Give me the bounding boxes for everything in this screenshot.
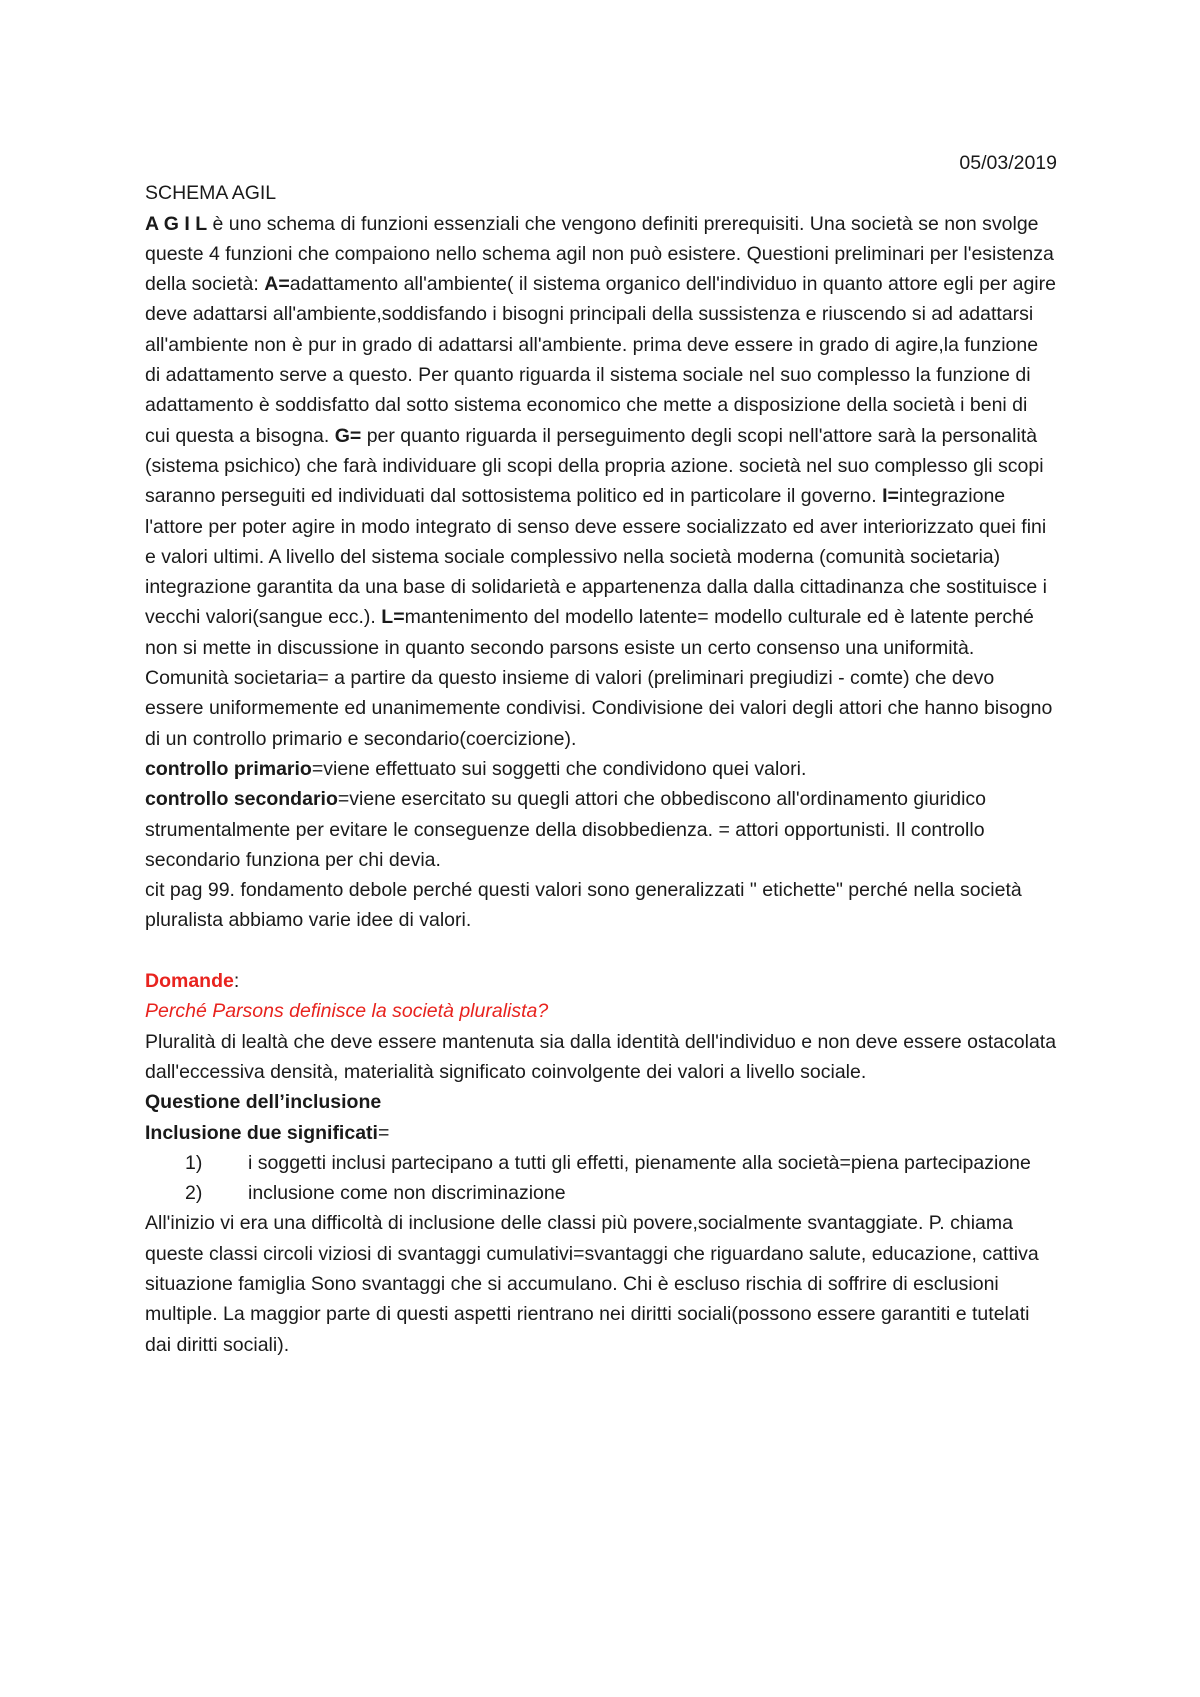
inclusione-sub-eq: = <box>377 1121 390 1144</box>
inclusione-closing: All'inizio vi era una difficoltà di inclusione delle classi più povere,socialmente svantaggiate. P. chiama queste classi circoli viziosi di svantaggi cumulativi=svantaggi che riguardano salute, educazione, cattiva situazione famiglia Sono svantaggi che si accumulano. Chi è escluso rischia di soffrire di esclusioni multiple. La maggior parte di questi aspetti rientrano nei diritti sociali(possono essere garantiti e tutelati dai diritti sociali). <box>145 1212 1039 1356</box>
controllo-secondario-paragraph <box>145 784 1057 875</box>
domande-answer: Pluralità di lealtà che deve essere mantenuta sia dalla identità dell'individuo e non deve essere ostacolata dall'eccessiva densità, materialità significato coinvolgente dei valori a livello sociale. <box>145 1030 1057 1083</box>
agil-text-2: adattamento all'ambiente( il sistema organico dell'individuo in quanto attore egli per agire deve adattarsi all'ambiente,soddisfando i bisogni principali della sussistenza e riuscendo si ad adattarsi all'ambiente non è pur in grado di adattarsi all'ambiente. prima deve essere in grado di agire,la funzione di adattamento serve a questo. Per quanto riguarda il sistema sociale nel suo complesso la funzione di adattamento è soddisfatto dal sotto sistema economico che mette a disposizione della società i beni di cui questa a bisogna. <box>145 273 1056 447</box>
inclusione-heading: Questione dell’inclusione <box>145 1091 382 1114</box>
domande-question: Perché Parsons definisce la società pluralista? <box>145 1000 549 1023</box>
controllo-primario-text: =viene effettuato sui soggetti che condividono quei valori. <box>311 757 807 780</box>
agil-paragraph <box>145 209 1057 754</box>
agil-text-5: mantenimento del modello latente= modello culturale ed è latente perché non si mette in discussione in quanto secondo parsons esiste un certo consenso una uniformità. Comunità societaria= a partire da questo insieme di valori (preliminari pregiudizi - comte) che devo essere uniformemente ed unanimemente condivisi. Condivisione dei valori degli attori che hanno bisogno di un controllo primario e secondario(coercizione). <box>145 606 1053 750</box>
inclusione-list <box>145 1148 1057 1209</box>
domande-colon: : <box>233 970 240 993</box>
document-page <box>145 148 1057 1360</box>
blank-line <box>145 936 1057 966</box>
list-item-number: 1) <box>185 1151 203 1174</box>
agil-text-4: integrazione l'attore per poter agire in modo integrato di senso deve essere socializzato ed aver interiorizzato quei fini e valori ultimi. A livello del sistema sociale complessivo nella società moderna (comunità societaria) integrazione garantita da una base di solidarietà e appartenenza dalla dalla cittadinanza che sostituisce i vecchi valori(sangue ecc.). <box>145 485 1047 629</box>
inclusione-subheading <box>145 1118 1057 1148</box>
controllo-primario-paragraph <box>145 754 1057 784</box>
controllo-primario-label: controllo primario <box>145 757 312 780</box>
document-date: 05/03/2019 <box>959 152 1057 174</box>
l-label: L= <box>381 606 405 629</box>
g-label: G= <box>334 424 362 447</box>
list-item <box>145 1178 1057 1208</box>
controllo-secondario-text: =viene esercitato su quegli attori che obbediscono all'ordinamento giuridico strumentalmente per evitare le conseguenze della disobbedienza. = attori opportunisti. Il controllo secondario funziona per chi devia. <box>145 788 987 871</box>
agil-text-3: per quanto riguarda il perseguimento degli scopi nell'attore sarà la personalità (sistema psichico) che farà individuare gli scopi della propria azione. società nel suo complesso gli scopi saranno perseguiti ed individuati dal sottosistema politico ed in particolare il governo. <box>145 424 1044 508</box>
document-title: SCHEMA AGIL <box>145 182 277 205</box>
domande-heading <box>145 966 1057 996</box>
controllo-secondario-label: controllo secondario <box>145 788 338 811</box>
a-label: A= <box>264 273 290 296</box>
i-label: I= <box>882 485 899 508</box>
list-item-text: inclusione come non discriminazione <box>248 1182 566 1205</box>
agil-label: A G I L <box>145 212 208 235</box>
cit-paragraph: cit pag 99. fondamento debole perché questi valori sono generalizzati " etichette" perché nella società pluralista abbiamo varie idee di valori. <box>145 879 1022 932</box>
agil-text-1: è uno schema di funzioni essenziali che vengono definiti prerequisiti. Una società se non svolge queste 4 funzioni che compaiono nello schema agil non può esistere. Questioni preliminari per l'esistenza della società: <box>145 212 1054 296</box>
list-item-text: i soggetti inclusi partecipano a tutti gli effetti, pienamente alla società=piena partecipazione <box>248 1151 1031 1174</box>
inclusione-sub-label: Inclusione due significati <box>145 1121 378 1144</box>
list-item-number: 2) <box>185 1182 203 1205</box>
list-item <box>145 1148 1057 1178</box>
domande-label: Domande <box>145 970 234 993</box>
